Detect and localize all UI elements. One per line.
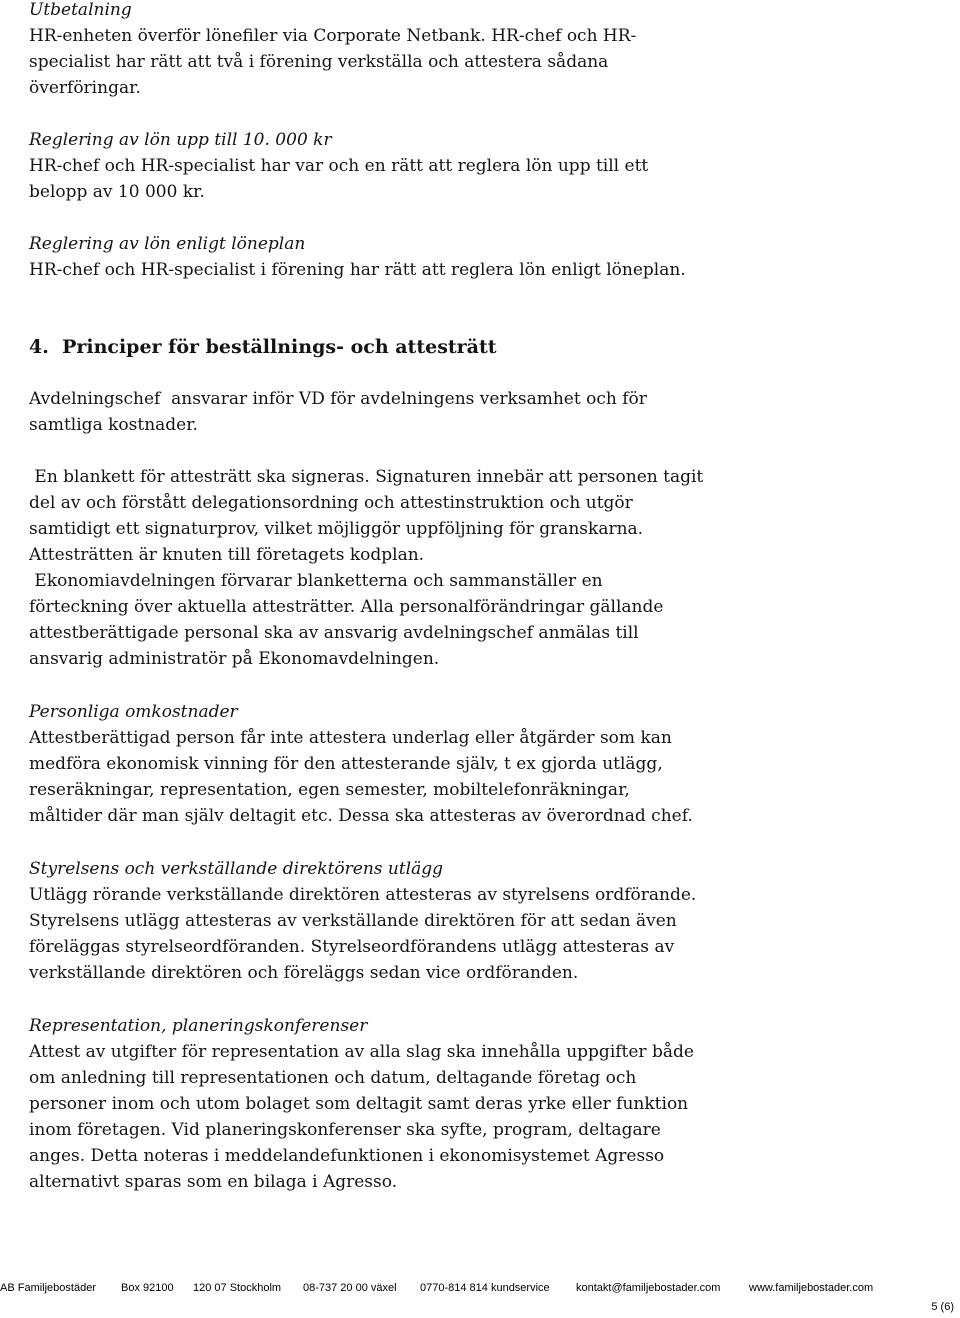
principer-paragraph-1: [29, 386, 749, 438]
body-line: personer inom och utom bolaget som deltagit samt deras yrke eller funktion: [29, 1094, 689, 1114]
body-line: specialist har rätt att två i förening verkställa och attestera sådana: [29, 52, 609, 72]
body-line: anges. Detta noteras i meddelandefunktionen i ekonomisystemet Agresso: [29, 1146, 665, 1166]
footer-company: AB Familjebostäder: [0, 1282, 96, 1294]
body-line: alternativt sparas som en bilaga i Agresso.: [29, 1172, 398, 1192]
body-line: överföringar.: [29, 78, 141, 98]
footer-web: www.familjebostader.com: [749, 1282, 874, 1294]
section-heading: Representation, planeringskonferenser: [29, 1016, 368, 1036]
section-heading-principer: 4. Principer för beställnings- och attesträtt: [29, 336, 497, 358]
body-line: Avdelningschef ansvarar inför VD för avdelningens verksamhet och för: [29, 389, 647, 409]
principer-paragraph-2: [29, 464, 749, 672]
footer-phone: 08-737 20 00 växel: [303, 1282, 397, 1294]
body-line: Attesträtten är knuten till företagets kodplan.: [29, 545, 425, 565]
body-line: samtliga kostnader.: [29, 415, 198, 435]
body-line: HR-enheten överför lönefiler via Corporate Netbank. HR-chef och HR-: [29, 26, 637, 46]
body-line: föreläggas styrelseordföranden. Styrelseordförandens utlägg attesteras av: [29, 937, 675, 957]
section-heading: Styrelsens och verkställande direktörens utlägg: [29, 859, 444, 879]
section-reglering-loneplan: [29, 231, 749, 283]
body-line: Attest av utgifter för representation av alla slag ska innehålla uppgifter både: [29, 1042, 694, 1062]
section-personliga: [29, 699, 749, 829]
section-reglering-10000: [29, 127, 749, 205]
body-line: En blankett för attesträtt ska signeras. Signaturen innebär att personen tagit: [29, 467, 704, 487]
footer-email: kontakt@familjebostader.com: [576, 1282, 721, 1294]
body-line: del av och förstått delegationsordning och attestinstruktion och utgör: [29, 493, 633, 513]
body-line: belopp av 10 000 kr.: [29, 182, 205, 202]
body-line: Attestberättigad person får inte attestera underlag eller åtgärder som kan: [29, 728, 672, 748]
body-line: verkställande direktören och föreläggs sedan vice ordföranden.: [29, 963, 579, 983]
body-line: HR-chef och HR-specialist i förening har rätt att reglera lön enligt löneplan.: [29, 260, 686, 280]
body-line: Utlägg rörande verkställande direktören attesteras av styrelsens ordförande.: [29, 885, 697, 905]
body-line: förteckning över aktuella attesträtter. Alla personalförändringar gällande: [29, 597, 664, 617]
page-number: 5 (6): [931, 1301, 954, 1313]
body-line: ansvarig administratör på Ekonomavdelningen.: [29, 649, 440, 669]
section-utbetalning: [29, 0, 749, 101]
section-styrelsens: [29, 856, 749, 986]
body-line: om anledning till representationen och datum, deltagande företag och: [29, 1068, 637, 1088]
footer-box: Box 92100: [121, 1282, 174, 1294]
section-heading: Reglering av lön enligt löneplan: [29, 234, 306, 254]
body-line: medföra ekonomisk vinning för den attesterande själv, t ex gjorda utlägg,: [29, 754, 663, 774]
section-heading: Personliga omkostnader: [29, 702, 238, 722]
body-line: reseräkningar, representation, egen semester, mobiltelefonräkningar,: [29, 780, 630, 800]
body-line: Styrelsens utlägg attesteras av verkställande direktören för att sedan även: [29, 911, 677, 931]
section-representation: [29, 1013, 749, 1195]
footer-service: 0770-814 814 kundservice: [420, 1282, 550, 1294]
section-heading: Reglering av lön upp till 10. 000 kr: [29, 130, 332, 150]
body-line: samtidigt ett signaturprov, vilket möjliggör uppföljning för granskarna.: [29, 519, 644, 539]
body-line: måltider där man själv deltagit etc. Dessa ska attesteras av överordnad chef.: [29, 806, 693, 826]
section-heading: Utbetalning: [29, 0, 132, 20]
body-line: Ekonomiavdelningen förvarar blanketterna och sammanställer en: [29, 571, 603, 591]
footer-postal: 120 07 Stockholm: [193, 1282, 282, 1294]
body-line: attestberättigade personal ska av ansvarig avdelningschef anmälas till: [29, 623, 639, 643]
body-line: HR-chef och HR-specialist har var och en rätt att reglera lön upp till ett: [29, 156, 649, 176]
body-line: inom företagen. Vid planeringskonferenser ska syfte, program, deltagare: [29, 1120, 661, 1140]
